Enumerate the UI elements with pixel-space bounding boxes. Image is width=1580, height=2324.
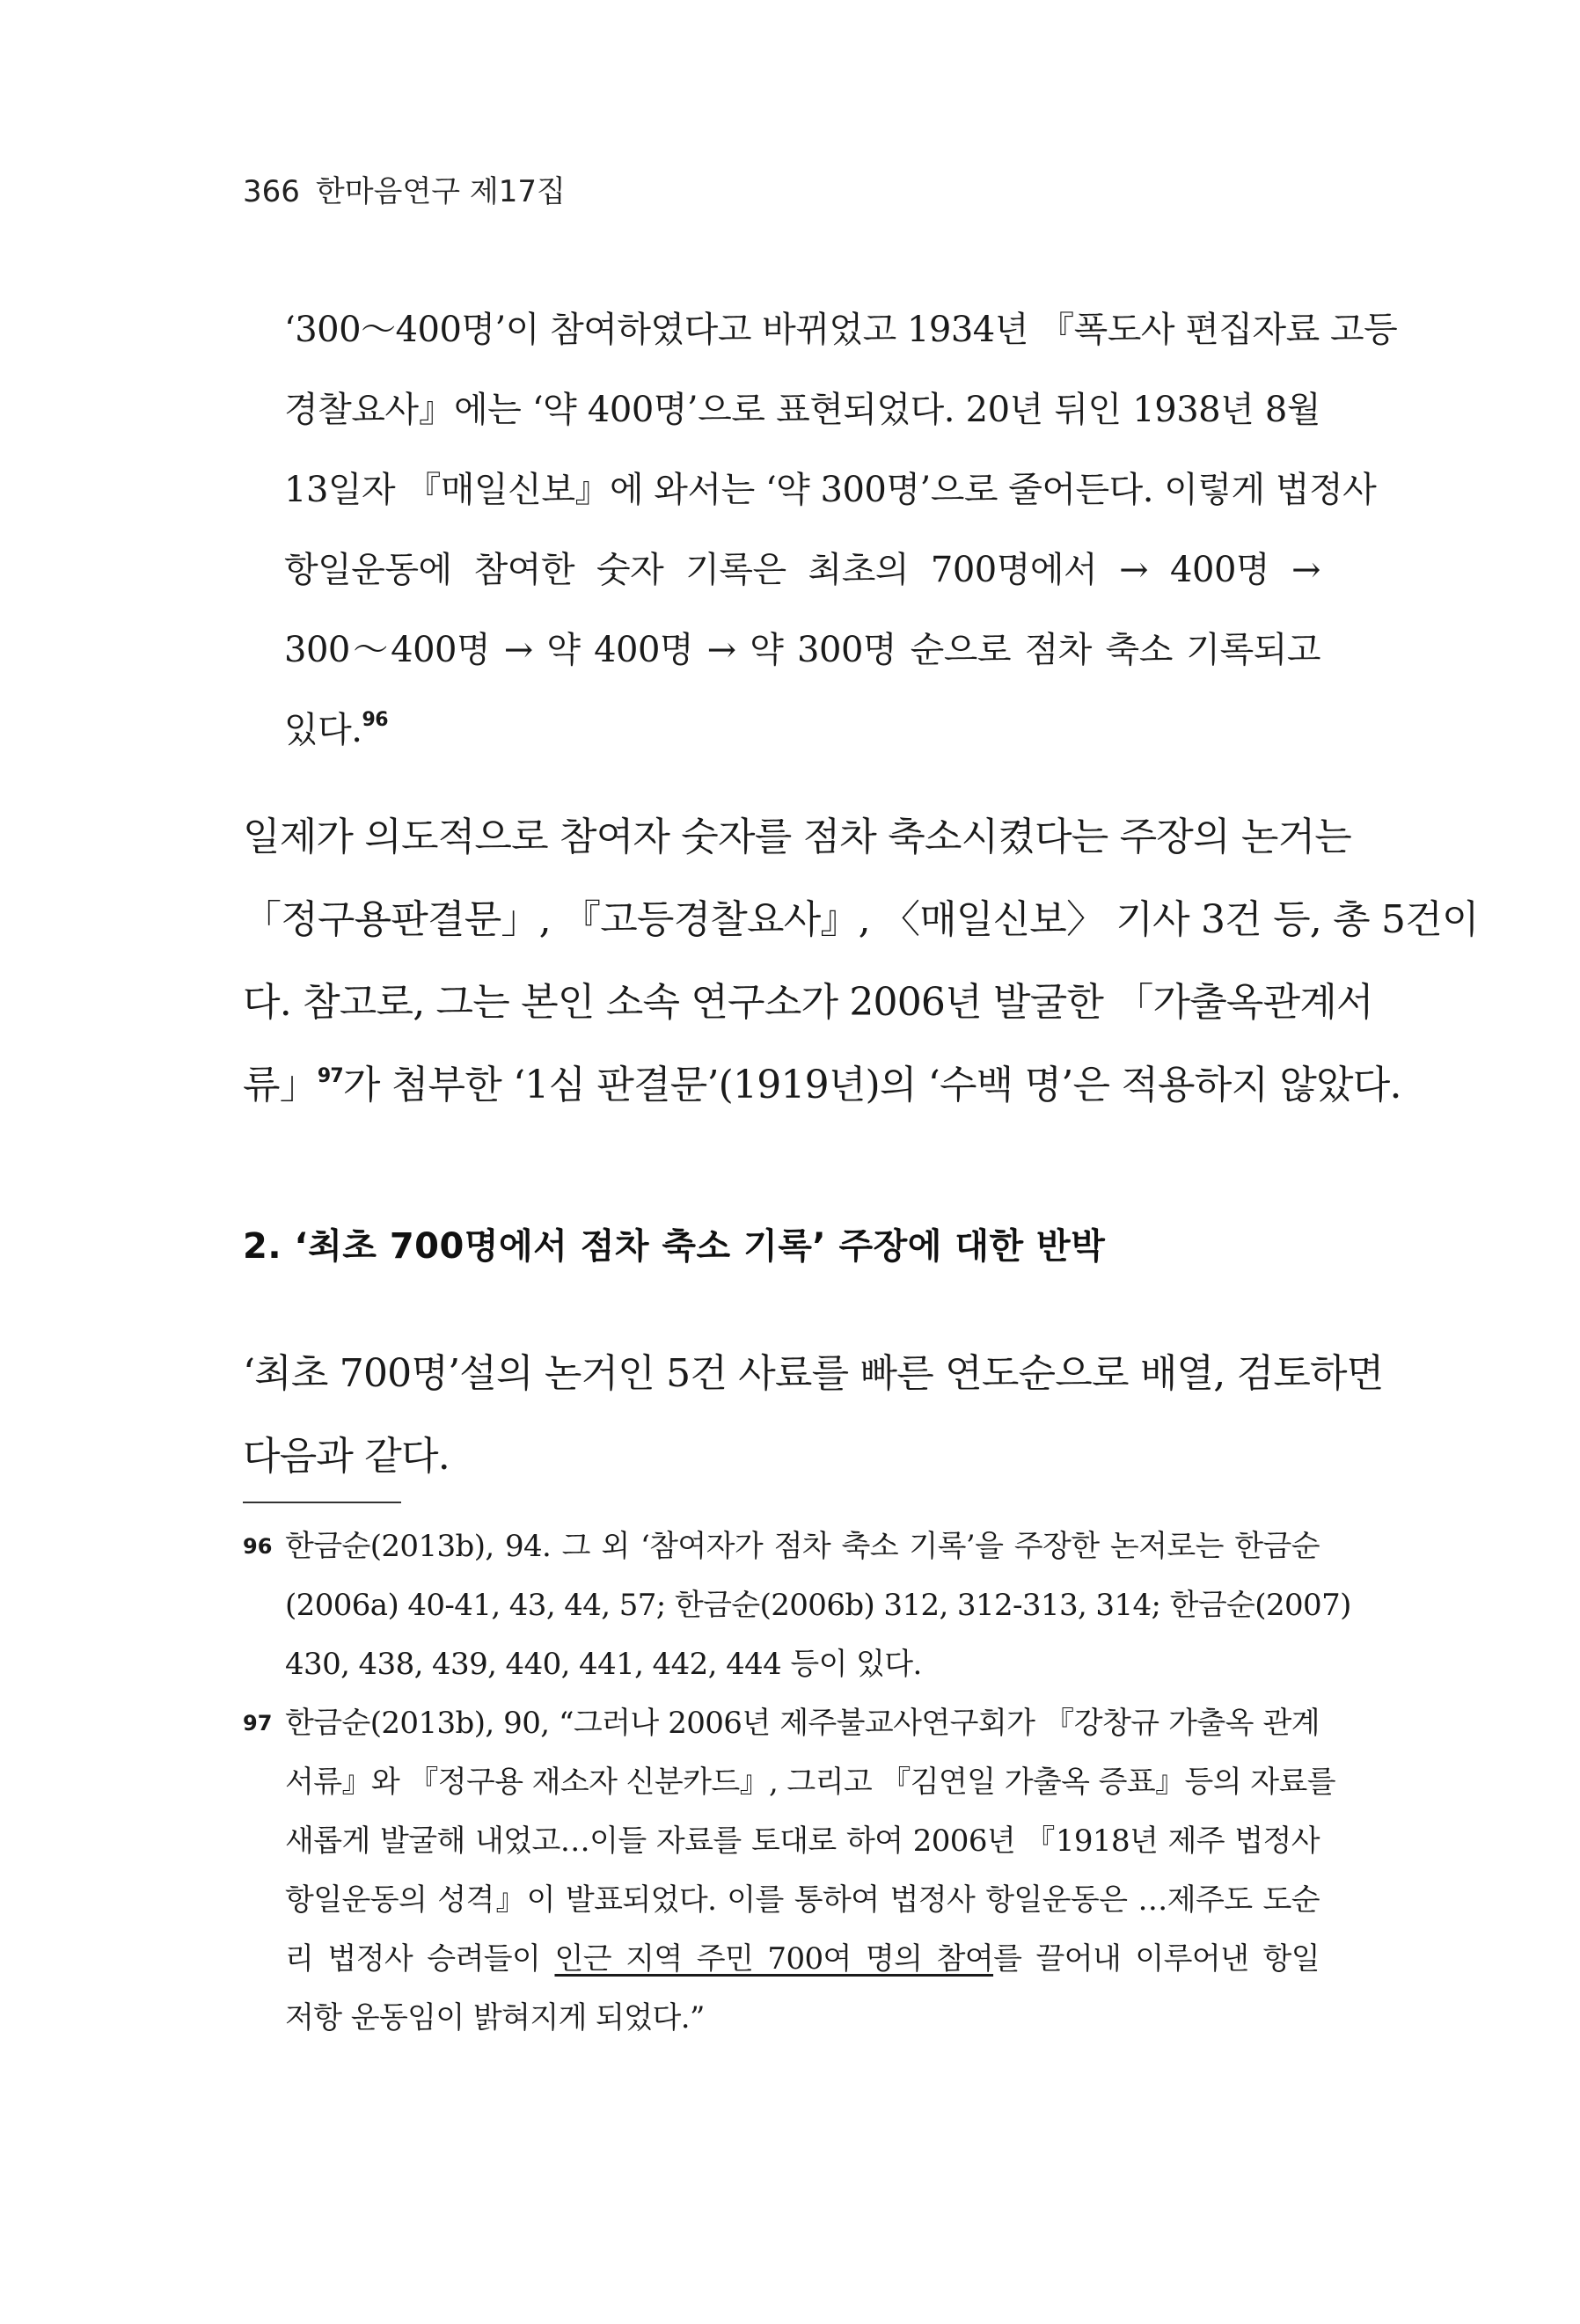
footnote-text: 를 끌어내 이루어낸 항일 xyxy=(993,1941,1320,1977)
footnote-number: 97 xyxy=(243,1711,273,1736)
body-paragraph-2 xyxy=(243,1333,1384,1498)
body-text: 가 첨부한 ‘1심 판결문’(1919년)의 ‘수백 명’은 적용하지 않았다. xyxy=(342,1063,1401,1107)
body-paragraph-1 xyxy=(243,796,1479,1127)
footnote-line xyxy=(285,1930,1320,1989)
body-line: 다. 참고로, 그는 본인 소속 연구소가 2006년 발굴한 「가출옥관계서 xyxy=(243,980,1373,1025)
footnote-line: 항일운동의 성격』이 발표되었다. 이를 통하여 법정사 항일운동은 …제주도 도순 xyxy=(285,1882,1320,1918)
footnote-text: 리 법정사 승려들이 xyxy=(285,1941,555,1977)
footnote-96 xyxy=(243,1517,1351,1694)
quote-line: 항일운동에 참여한 숫자 기록은 최초의 700명에서 → 400명 → xyxy=(284,550,1320,590)
quote-line: 300～400명 → 약 400명 → 약 300명 순으로 점차 축소 기록되고 xyxy=(284,630,1320,670)
quote-line: 13일자 『매일신보』에 와서는 ‘약 300명’으로 줄어든다. 이렇게 법정사 xyxy=(284,470,1377,510)
quote-line: ‘300～400명’이 참여하였다고 바뀌었고 1934년 『폭도사 편집자료 고등 xyxy=(284,310,1398,350)
footnote-line: 430, 438, 439, 440, 441, 442, 444 등이 있다. xyxy=(285,1647,922,1682)
body-text: 류」 xyxy=(243,1063,318,1107)
body-line-last xyxy=(243,1044,1401,1127)
section-heading: 2. ‘최초 700명에서 점차 축소 기록’ 주장에 대한 반박 xyxy=(243,1226,1106,1267)
body-line: 「정구용판결문」, 『고등경찰요사』, 〈매일신보〉 기사 3건 등, 총 5건이 xyxy=(243,897,1479,942)
footnote-line: (2006a) 40-41, 43, 44, 57; 한금순(2006b) 312, 312-313, 314; 한금순(2007) xyxy=(285,1588,1351,1623)
footnote-number: 96 xyxy=(243,1534,273,1559)
journal-title: 한마음연구 제17집 xyxy=(315,174,566,209)
quote-line-text: 있다. xyxy=(284,710,362,750)
footnote-divider xyxy=(243,1502,401,1503)
body-line: ‘최초 700명’설의 논거인 5건 사료를 빠른 연도순으로 배열, 검토하면 xyxy=(243,1351,1384,1396)
footnote-line: 새롭게 발굴해 내었고…이들 자료를 토대로 하여 2006년 『1918년 제주 법정사 xyxy=(285,1823,1320,1859)
running-header xyxy=(243,167,566,210)
quote-line-last xyxy=(284,691,1320,771)
footnote-line: 서류』와 『정구용 재소자 신분카드』, 그리고 『김연일 가출옥 증표』등의 자료를 xyxy=(285,1765,1335,1800)
footnote-line: 한금순(2013b), 94. 그 외 ‘참여자가 점차 축소 기록’을 주장한 논저로는 한금순 xyxy=(285,1529,1320,1564)
footnote-ref-96[interactable]: 96 xyxy=(362,709,389,731)
body-line-last: 다음과 같다. xyxy=(243,1434,450,1479)
footnote-line: 한금순(2013b), 90, “그러나 2006년 제주불교사연구회가 『강창규 가출옥 관계 xyxy=(285,1706,1320,1741)
footnote-ref-97[interactable]: 97 xyxy=(317,1065,343,1087)
body-line: 일제가 의도적으로 참여자 숫자를 점차 축소시켰다는 주장의 논거는 xyxy=(243,815,1352,859)
footnotes xyxy=(243,1517,1351,2048)
block-quote xyxy=(284,290,1398,771)
page-number: 366 xyxy=(243,174,300,209)
footnote-line: 저항 운동임이 밝혀지게 되었다.” xyxy=(285,2000,705,2035)
quote-line: 경찰요사』에는 ‘약 400명’으로 표현되었다. 20년 뒤인 1938년 8월 xyxy=(284,390,1320,430)
footnote-97 xyxy=(243,1694,1335,2048)
underlined-text: 인근 지역 주민 700여 명의 참여 xyxy=(554,1941,994,1977)
